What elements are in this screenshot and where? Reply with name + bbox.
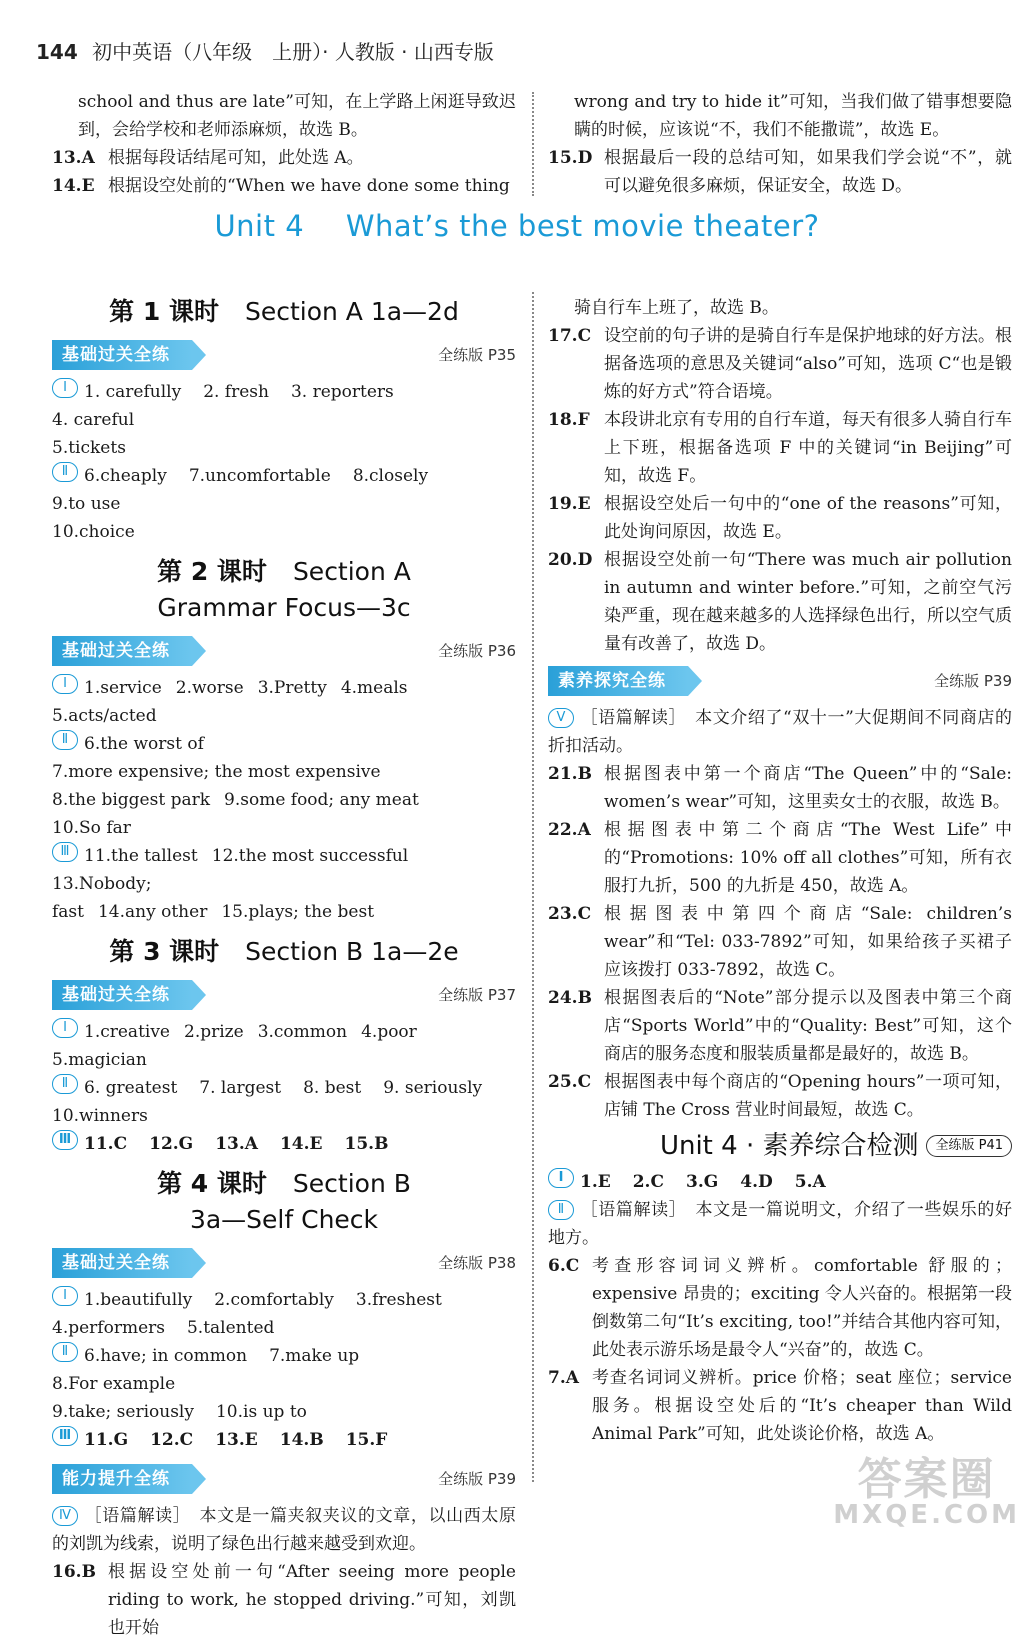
- answer: 14.E: [279, 1134, 323, 1154]
- answer-item: [52, 172, 516, 200]
- lesson-number: 第 1 课时: [109, 297, 219, 326]
- answer-item: [548, 144, 1012, 200]
- page-reference: 全练版 P39: [934, 672, 1012, 690]
- answer-number: 7.A: [548, 1368, 579, 1388]
- roman-badge: Ⅱ: [548, 1200, 574, 1220]
- book-title: 初中英语（八年级 上册）· 人教版 · 山西专版: [92, 40, 494, 64]
- page-reference: 全练版 P38: [438, 1254, 516, 1272]
- lesson-subsection: 3a—Self Check: [189, 1205, 379, 1234]
- answer: 9.take; seriously: [52, 1402, 194, 1422]
- answer-row: [52, 1342, 516, 1398]
- answer-item: [548, 760, 1012, 816]
- roman-badge: Ⅰ: [548, 1168, 574, 1188]
- answer: 4.performers: [52, 1318, 165, 1338]
- exercise-bar: [52, 338, 516, 372]
- answer: 4.D: [740, 1172, 773, 1192]
- answer: 2.comfortably: [214, 1290, 334, 1310]
- answer-row: [52, 674, 516, 730]
- answer: 1.creative: [84, 1022, 170, 1042]
- answer: 12.G: [149, 1134, 194, 1154]
- lesson-subsection: Grammar Focus—3c: [157, 593, 411, 622]
- page-reference: 全练版 P37: [438, 986, 516, 1004]
- answer-row: [52, 898, 516, 926]
- exercise-bar: [548, 664, 1012, 698]
- answer-number: 23.C: [548, 904, 592, 924]
- lesson-section: Section A 1a—2d: [244, 297, 459, 326]
- answer-row: [52, 842, 516, 898]
- answer-text: 根据图表中第四个商店“Sale: children’s wear”和“Tel: 033-7892”可知，如果给孩子买裙子应该拨打 033-7892，故选 C。: [604, 904, 1012, 980]
- answer-row: [52, 378, 516, 434]
- answer: 1.beautifully: [84, 1290, 193, 1310]
- answer: 11.the tallest: [84, 846, 198, 866]
- roman-badge: Ⅰ: [52, 378, 78, 398]
- answer-list: [548, 1252, 1012, 1448]
- passage-summary: [52, 1502, 516, 1558]
- answer: 2.C: [632, 1172, 664, 1192]
- answer: 7. largest: [199, 1078, 282, 1098]
- answer-item: [52, 1558, 516, 1642]
- lesson-heading: [52, 1166, 516, 1238]
- answer-row: 10.choice: [52, 522, 135, 542]
- lesson-heading: [52, 554, 516, 626]
- column-divider: [532, 92, 534, 196]
- exercise-bar: [52, 634, 516, 668]
- answer-row: [52, 786, 516, 842]
- answer: 15.plays; the best: [221, 902, 375, 922]
- answer: 4.poor: [361, 1022, 417, 1042]
- unit-title: [0, 209, 1034, 243]
- answer-row: 10.winners: [52, 1106, 148, 1126]
- top-left-block: [52, 88, 516, 200]
- answer-number: 19.E: [548, 494, 591, 514]
- answer: 5.magician: [52, 1050, 147, 1070]
- exercise-bar: [52, 978, 516, 1012]
- answer-row: [52, 462, 516, 518]
- passage-summary: [548, 1196, 1012, 1252]
- exercise-bar-label: 基础过关全练: [52, 980, 192, 1010]
- answer-item: [548, 490, 1012, 546]
- exercise-bar-label: 基础过关全练: [52, 340, 192, 370]
- exercise-bar: [52, 1462, 516, 1496]
- answer: 5.talented: [186, 1318, 275, 1338]
- answer: 5.acts/acted: [52, 706, 157, 726]
- roman-badge: Ⅱ: [52, 1342, 78, 1362]
- summary-text: ［语篇解读］ 本文是一篇夹叙夹议的文章，以山西太原的刘凯为线索，说明了绿色出行越来越受到欢迎。: [52, 1506, 516, 1554]
- answer: 12.the most successful: [211, 846, 409, 866]
- page-reference: 全练版 P35: [438, 346, 516, 364]
- answer-number: 6.C: [548, 1256, 580, 1276]
- answer: 3.Pretty: [257, 678, 327, 698]
- answer: fast: [52, 902, 84, 922]
- continuation-text: 骑自行车上班了，故选 B。: [574, 298, 779, 318]
- unit-number: Unit 4: [214, 209, 305, 243]
- answer-item: [548, 984, 1012, 1068]
- answer-text: 根据最后一段的总结可知，如果我们学会说“不”，就可以避免很多麻烦，保证安全，故选 D。: [604, 148, 1012, 196]
- answer-number: 16.B: [52, 1562, 96, 1582]
- passage-summary: [548, 704, 1012, 760]
- right-column: [548, 294, 1012, 1448]
- answer-number: 17.C: [548, 326, 592, 346]
- answer-row: [52, 1426, 516, 1454]
- answer-text: 根据图表后的“Note”部分提示以及图表中第三个商店“Sports World”中的“Quality: Best”可知，这个商店的服务态度和服装质量都是最好的，故选 B。: [604, 988, 1012, 1064]
- answer: 2.prize: [184, 1022, 244, 1042]
- lesson-number: 第 2 课时: [157, 557, 267, 586]
- lesson-section: Section B: [292, 1169, 411, 1198]
- roman-badge: Ⅲ: [52, 1130, 78, 1150]
- roman-badge: Ⅱ: [52, 1074, 78, 1094]
- answer: 4. careful: [52, 410, 135, 430]
- answer: 7.uncomfortable: [188, 466, 331, 486]
- answer-number: 14.E: [52, 176, 95, 196]
- roman-badge: Ⅱ: [52, 730, 78, 750]
- lesson-number: 第 4 课时: [157, 1169, 267, 1198]
- answer: 6.have; in common: [84, 1346, 248, 1366]
- summary-text: ［语篇解读］ 本文介绍了“双十一”大促期间不同商店的折扣活动。: [548, 708, 1012, 756]
- lesson-section: Section A: [292, 557, 411, 586]
- test-title-text: Unit 4 · 素养综合检测: [659, 1131, 919, 1161]
- top-right-block: [548, 88, 1012, 200]
- answer: 12.C: [150, 1430, 194, 1450]
- answer-text: 根据图表中每个商店的“Opening hours”一项可知，店铺 The Cross 营业时间最短，故选 C。: [604, 1072, 1012, 1120]
- answer-text: 根据设空处前一句“There was much air pollution in autumn and winter before.”可知，之前空气污染严重，现在越来越多的人选择绿色出行，所以空气质量有改善了，故选 D。: [604, 550, 1012, 654]
- answer-row: [52, 1286, 516, 1314]
- answer-number: 25.C: [548, 1072, 592, 1092]
- answer-text: 根据每段话结尾可知，此处选 A。: [108, 148, 364, 168]
- answer-number: 24.B: [548, 988, 592, 1008]
- answer-list: [548, 322, 1012, 658]
- answer-text: 考查形容词词义辨析。comfortable 舒服的；expensive 昂贵的；exciting 令人兴奋的。根据第一段倒数第二句“It’s exciting, too!”并结合其他内容可知，此处表示游乐场是最令人“兴奋”的，故选 C。: [592, 1256, 1012, 1360]
- lesson-section: Section B 1a—2e: [245, 937, 459, 966]
- answer: 11.C: [84, 1134, 128, 1154]
- answer: 9.some food; any meat: [224, 790, 419, 810]
- answer: 11.G: [84, 1430, 129, 1450]
- exercise-bar-label: 基础过关全练: [52, 1248, 192, 1278]
- answer: 10.So far: [52, 818, 131, 838]
- answer: 6.cheaply: [84, 466, 167, 486]
- answer: 3.common: [257, 1022, 348, 1042]
- answer-number: 22.A: [548, 820, 591, 840]
- summary-text: ［语篇解读］ 本文是一篇说明文，介绍了一些娱乐的好地方。: [548, 1200, 1012, 1248]
- answer: 8.closely: [352, 466, 429, 486]
- answer-list: [548, 760, 1012, 1124]
- page-number: 144: [36, 40, 78, 64]
- exercise-bar-label: 素养探究全练: [548, 666, 688, 696]
- answer: 4.meals: [340, 678, 408, 698]
- page-header: [36, 38, 494, 66]
- answer: 2. fresh: [203, 382, 269, 402]
- answer: 3.freshest: [355, 1290, 442, 1310]
- roman-badge: Ⅴ: [548, 708, 574, 728]
- answer-item: [548, 1252, 1012, 1364]
- roman-badge: Ⅲ: [52, 842, 78, 862]
- answer: 13.A: [215, 1134, 258, 1154]
- answer-number: 15.D: [548, 148, 593, 168]
- answer: 3.G: [686, 1172, 719, 1192]
- lesson-heading: [52, 934, 516, 970]
- answer-text: 根据图表中第一个商店“The Queen”中的“Sale: women’s wear”可知，这里卖女士的衣服，故选 B。: [604, 764, 1012, 812]
- exercise-bar-label: 基础过关全练: [52, 636, 192, 666]
- answer-row: [52, 730, 516, 786]
- answer: 8.For example: [52, 1374, 176, 1394]
- answer: 7.make up: [269, 1346, 360, 1366]
- answer: 13.Nobody;: [52, 874, 152, 894]
- answer-item: [52, 144, 516, 172]
- roman-badge: Ⅰ: [52, 1286, 78, 1306]
- answer-row: [52, 1398, 516, 1426]
- exercise-bar-label: 能力提升全练: [52, 1464, 192, 1494]
- answer-item: [548, 406, 1012, 490]
- roman-badge: Ⅰ: [52, 1018, 78, 1038]
- answer-number: 13.A: [52, 148, 95, 168]
- exercise-bar: [52, 1246, 516, 1280]
- roman-badge: Ⅰ: [52, 674, 78, 694]
- continuation-text: school and thus are late”可知，在上学路上闲逛导致迟到，会给学校和老师添麻烦，故选 B。: [78, 92, 516, 140]
- answer-item: [548, 900, 1012, 984]
- answer-row: [52, 1074, 516, 1102]
- answer: 10.is up to: [215, 1402, 307, 1422]
- answer-item: [548, 1364, 1012, 1448]
- continuation-text: wrong and try to hide it”可知，当我们做了错事想要隐瞒的时候，应该说“不，我们不能撒谎”，故选 E。: [574, 92, 1012, 140]
- answer: 1. carefully: [84, 382, 182, 402]
- answer: 2.worse: [175, 678, 244, 698]
- page-reference: 全练版 P39: [438, 1470, 516, 1488]
- answer-item: [548, 546, 1012, 658]
- answer: 15.B: [344, 1134, 389, 1154]
- page-reference: 全练版 P36: [438, 642, 516, 660]
- roman-badge: Ⅳ: [52, 1506, 78, 1526]
- answer-number: 21.B: [548, 764, 592, 784]
- answer-text: 考查名词词义辨析。price 价格；seat 座位；service 服务。根据设空处后的“It’s cheaper than Wild Animal Park”可知，此处谈论价格，故选 A。: [592, 1368, 1012, 1444]
- answer: 13.E: [215, 1430, 258, 1450]
- page-reference-tag: 全练版 P41: [926, 1135, 1012, 1157]
- answer-row: [52, 1018, 516, 1074]
- watermark-logo: 答案圈 MXQE.COM: [833, 1454, 1020, 1530]
- unit-question: What’s the best movie theater?: [345, 209, 820, 243]
- answer-text: 根据设空处前的“When we have done some thing: [108, 176, 510, 196]
- answer-number: 20.D: [548, 550, 593, 570]
- answer: 3. reporters: [290, 382, 394, 402]
- answer: 1.service: [84, 678, 162, 698]
- answer: 7.more expensive; the most expensive: [52, 762, 381, 782]
- answer: 8. best: [303, 1078, 362, 1098]
- answer-number: 18.F: [548, 410, 590, 430]
- left-column: [52, 288, 516, 1642]
- answer-text: 本段讲北京有专用的自行车道，每天有很多人骑自行车上下班，根据备选项 F 中的关键词“in Beijing”可知，故选 F。: [604, 410, 1012, 486]
- answer-row: [52, 1130, 516, 1158]
- lesson-heading: [52, 294, 516, 330]
- answer: 9. seriously: [383, 1078, 483, 1098]
- answer: 15.F: [345, 1430, 388, 1450]
- answer: 14.B: [279, 1430, 324, 1450]
- answer: 5.A: [794, 1172, 826, 1192]
- answer: 8.the biggest park: [52, 790, 211, 810]
- answer-text: 根据设空处前一句“After seeing more people riding to work, he stopped driving.”可知，刘凯也开始: [108, 1562, 516, 1638]
- answer: 1.E: [580, 1172, 611, 1192]
- answer: 6. greatest: [84, 1078, 178, 1098]
- answer: 14.any other: [97, 902, 208, 922]
- roman-badge: Ⅱ: [52, 462, 78, 482]
- column-divider: [532, 292, 534, 1482]
- answer-text: 根据设空处后一句中的“one of the reasons”可知，此处询问原因，故选 E。: [604, 494, 1012, 542]
- roman-badge: Ⅲ: [52, 1426, 78, 1446]
- answer-row: [548, 1168, 1012, 1196]
- answer-text: 根据图表中第二个商店“The West Life”中的“Promotions: 10% off all clothes”可知，所有衣服打九折，500 的九折是 450，故选 A。: [604, 820, 1012, 896]
- answer: 6.the worst of: [84, 734, 204, 754]
- answer-item: [548, 816, 1012, 900]
- answer-row: 5.tickets: [52, 438, 126, 458]
- answer-row: [52, 1314, 516, 1342]
- lesson-number: 第 3 课时: [109, 937, 220, 966]
- answer-item: [548, 322, 1012, 406]
- answer-item: [548, 1068, 1012, 1124]
- answer: 9.to use: [52, 494, 121, 514]
- answer-text: 设空前的句子讲的是骑自行车是保护地球的好方法。根据备选项的意思及关键词“also”可知，选项 C“也是锻炼的好方式”符合语境。: [604, 326, 1012, 402]
- test-title: [548, 1132, 1012, 1160]
